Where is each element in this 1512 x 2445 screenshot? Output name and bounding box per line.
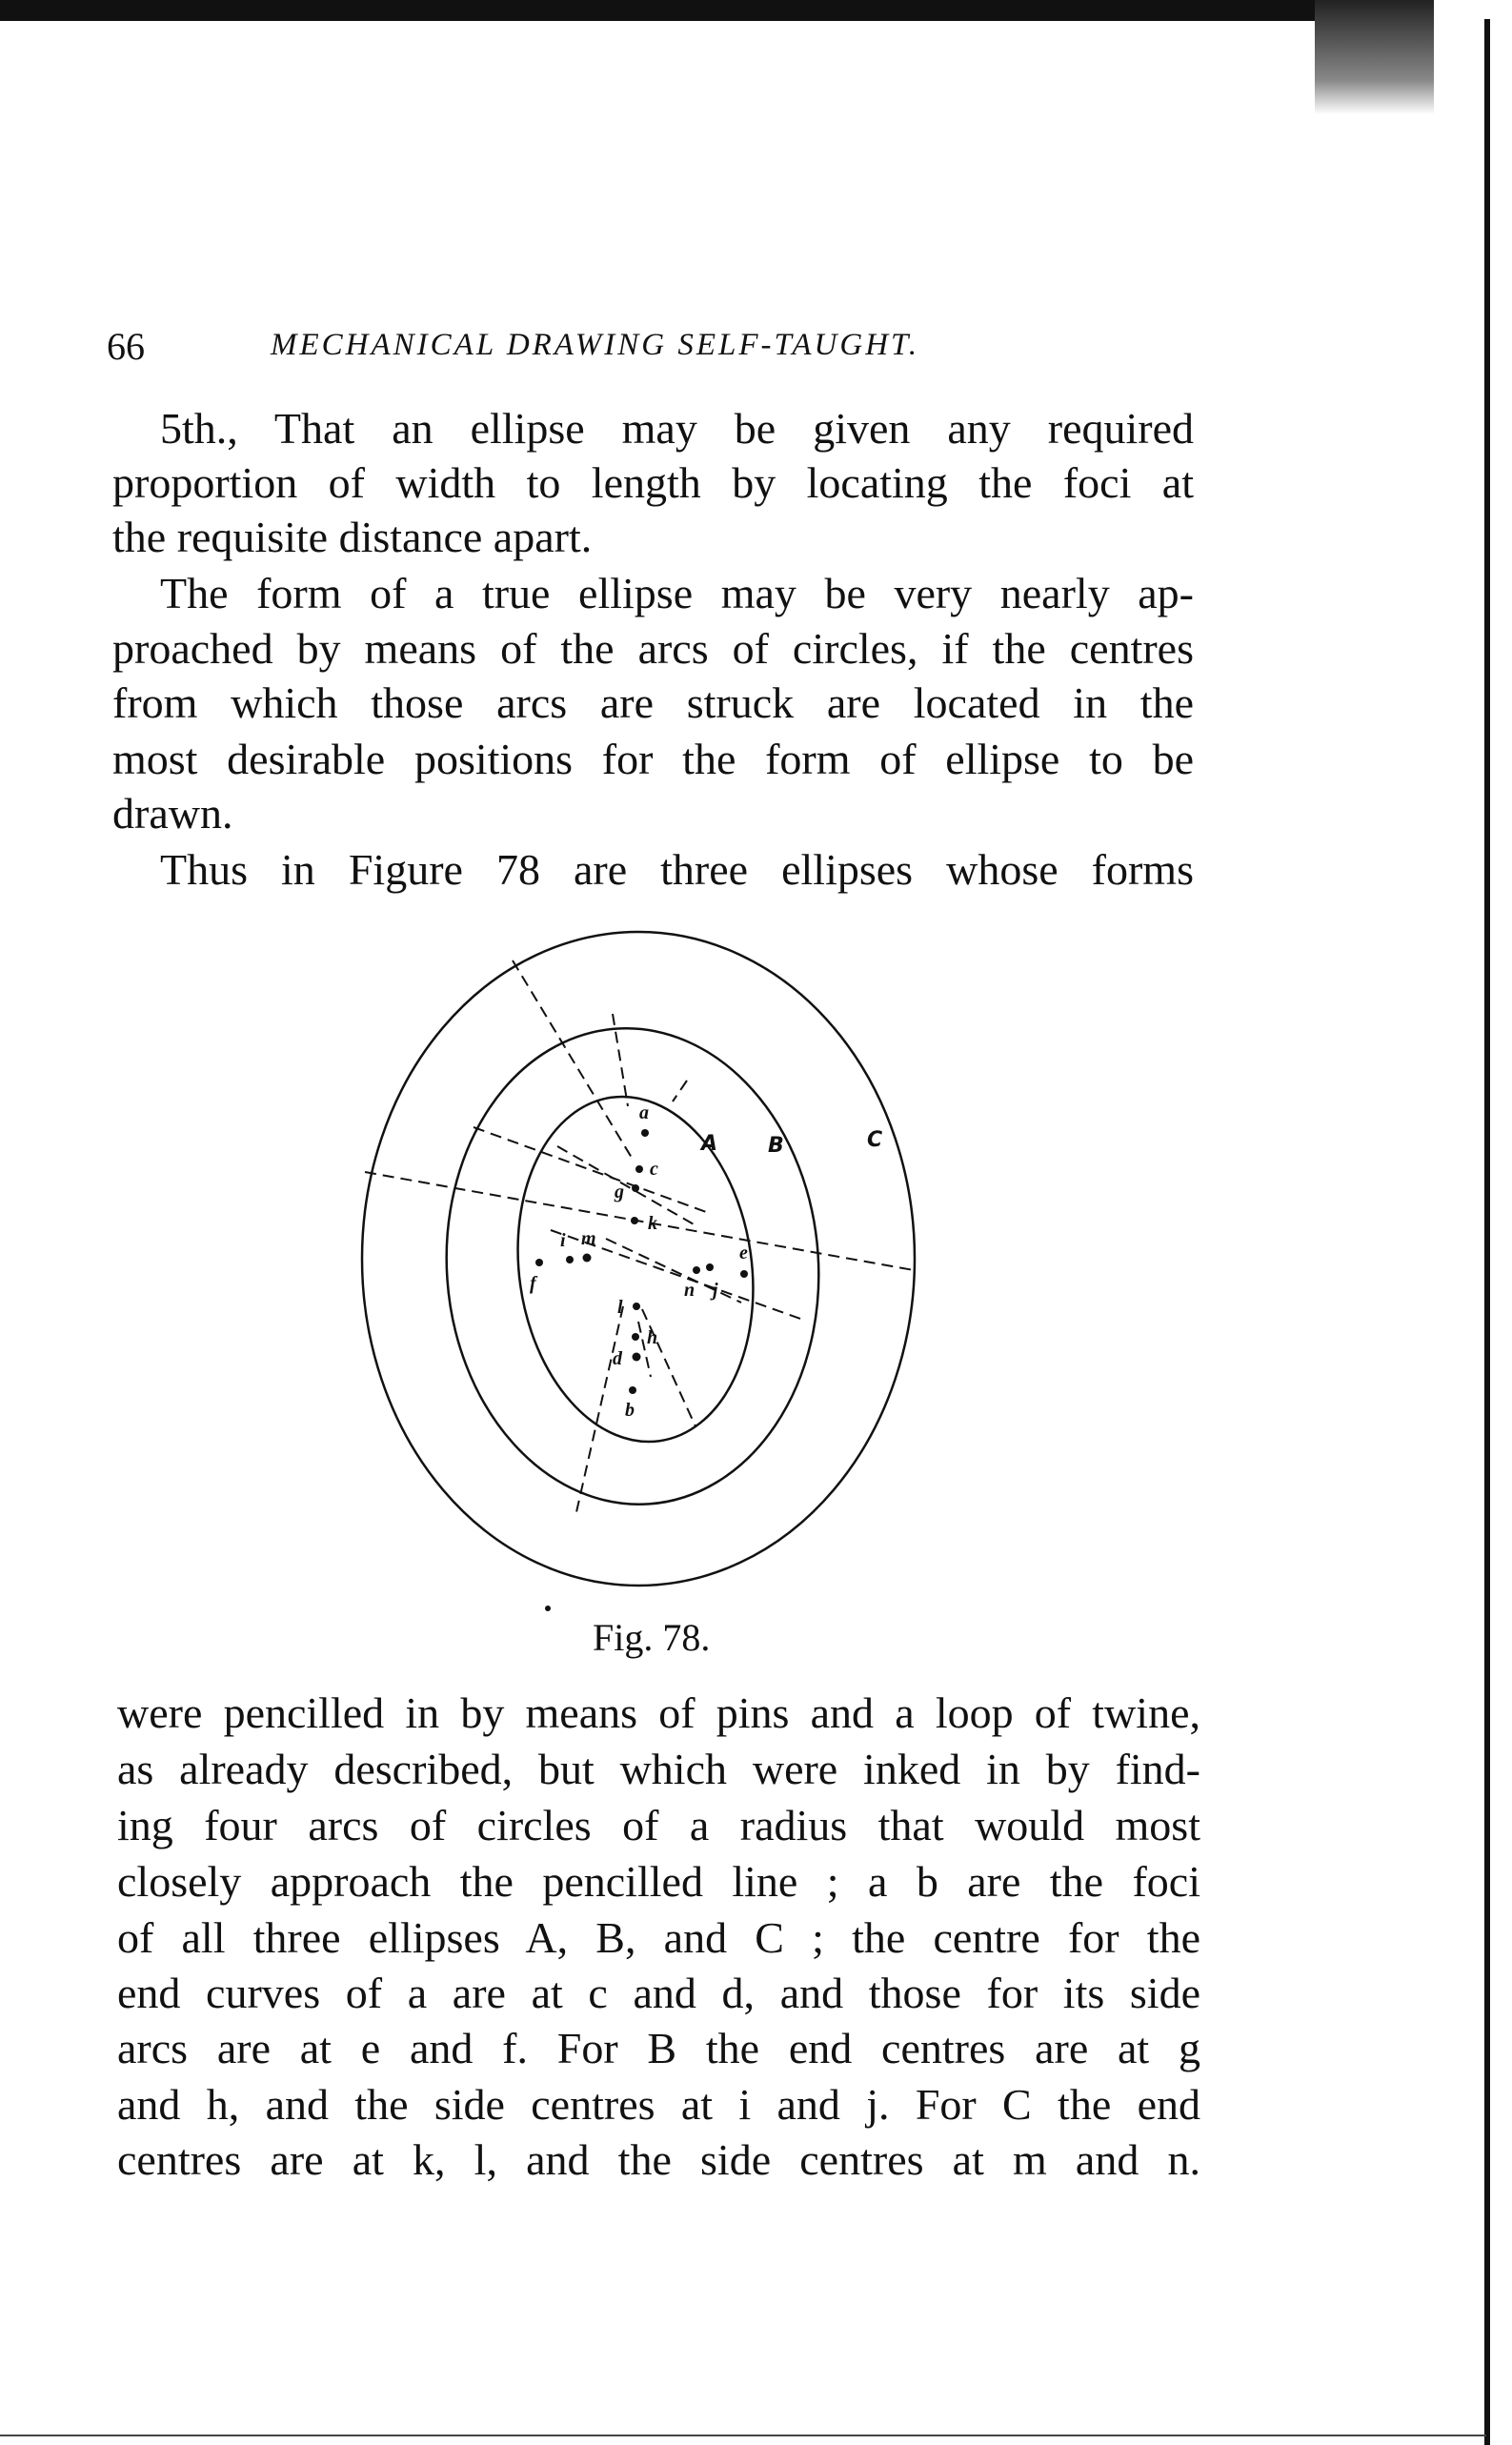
point-b [629, 1386, 636, 1394]
point-m [583, 1254, 592, 1263]
point-label-f: f [530, 1273, 536, 1294]
point-label-n: n [684, 1280, 696, 1301]
text-line: closely approach the pencilled line ; a b are the foci [117, 1857, 1200, 1906]
ellipse-label-c: C [867, 1128, 883, 1152]
text-line: end curves of a are at c and d, and those for its side [117, 1969, 1200, 2017]
ellipse-label-a: A [701, 1132, 718, 1156]
point-label-j: j [713, 1280, 718, 1301]
point-label-l: l [617, 1297, 623, 1318]
point-label-g: g [615, 1182, 624, 1202]
point-n [693, 1266, 700, 1274]
text-line: from which those arcs are struck are located in the [112, 678, 1194, 727]
point-d [633, 1353, 641, 1362]
point-g [632, 1184, 639, 1192]
text-line: The form of a true ellipse may be very nearly ap- [160, 569, 1194, 617]
point-label-i: i [560, 1230, 566, 1251]
text-line: centres are at k, l, and the side centres at m and n. [117, 2135, 1200, 2184]
text-line: proportion of width to length by locating the foci at [112, 458, 1194, 507]
point-e [740, 1270, 748, 1278]
ellipse-a [496, 1081, 775, 1457]
point-label-c: c [650, 1159, 658, 1180]
running-title: MECHANICAL DRAWING SELF-TAUGHT. [271, 328, 920, 362]
text-line: were pencilled in by means of pins and a loop of twine, [117, 1688, 1200, 1737]
point-i [566, 1256, 574, 1263]
text-line: most desirable positions for the form of ellipse to be [112, 735, 1194, 783]
point-c [635, 1165, 643, 1173]
point-label-h: h [647, 1327, 658, 1348]
figure-caption: Fig. 78. [593, 1616, 711, 1659]
point-label-a: a [639, 1102, 649, 1123]
text-line: proached by means of the arcs of circles, if the centres [112, 624, 1194, 673]
point-f [535, 1259, 543, 1266]
text-line: arcs are at e and f. For B the end centres are at g [117, 2024, 1200, 2072]
text-line: 5th., That an ellipse may be given any required [160, 404, 1194, 453]
text-line: the requisite distance apart. [112, 513, 593, 561]
text-line: and h, and the side centres at i and j. For C the end [117, 2080, 1200, 2129]
ellipse-b [431, 1016, 835, 1517]
point-label-d: d [613, 1348, 622, 1369]
point-a [641, 1129, 649, 1137]
point-h [632, 1333, 639, 1341]
stray-dot [545, 1606, 551, 1611]
text-line: Thus in Figure 78 are three ellipses whose forms [160, 845, 1194, 894]
point-label-m: m [581, 1228, 596, 1249]
point-l [633, 1303, 640, 1310]
text-line: of all three ellipses A, B, and C ; the centre for the [117, 1913, 1200, 1962]
text-line: as already described, but which were inked in by find- [117, 1745, 1200, 1793]
text-line: drawn. [112, 789, 233, 838]
ellipse-label-b: B [768, 1134, 784, 1158]
page-number: 66 [107, 325, 145, 368]
point-label-b: b [625, 1400, 635, 1421]
point-j [706, 1263, 714, 1271]
centre-points [535, 1129, 748, 1611]
point-k [631, 1217, 638, 1224]
point-label-k: k [648, 1213, 657, 1234]
point-label-e: e [739, 1243, 748, 1263]
text-line: ing four arcs of circles of a radius that would most [117, 1801, 1200, 1849]
